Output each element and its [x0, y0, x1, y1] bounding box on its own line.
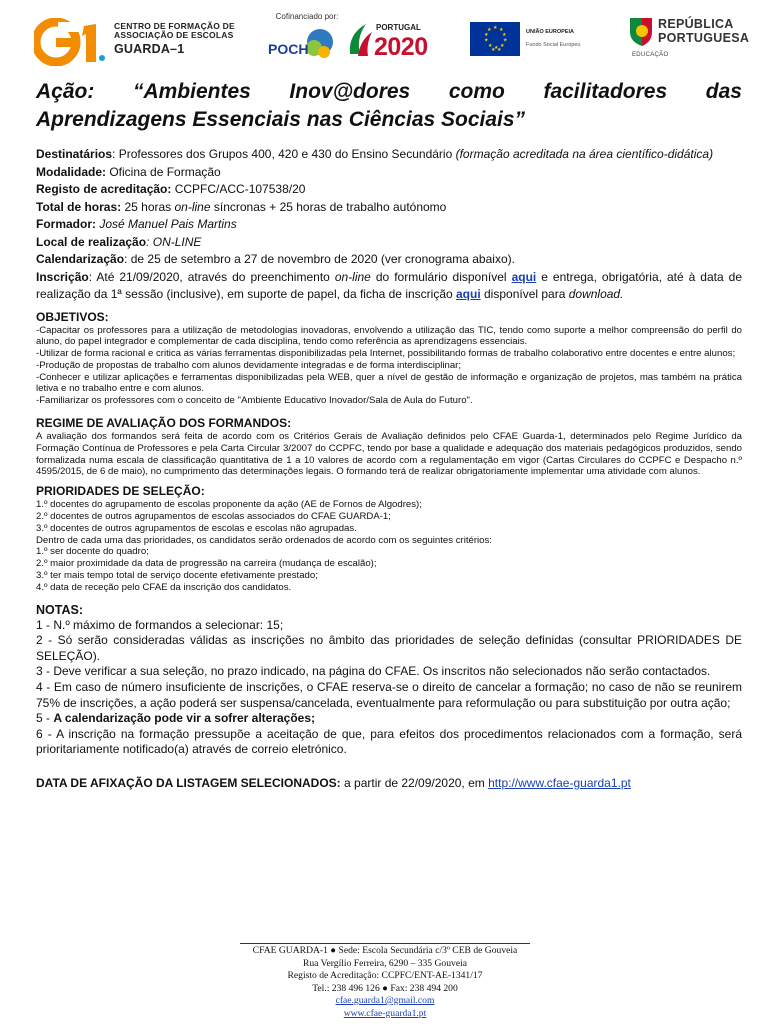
title-line1 [36, 78, 742, 106]
inscricao-field [36, 269, 742, 304]
objetivo-item: -Utilizar de forma racional e critica as várias ferramentas disponibilizadas pela Internet, possibilitando formas de trabalho colaborativo entre docentes e entre alunos; [36, 348, 736, 360]
footer-line: Registo de Acreditação: CCPFC/ENT-AE-1341/17 [287, 970, 483, 981]
prioridade-item: Dentro de cada uma das prioridades, os candidatos serão ordenados de acordo com os seguintes critérios: [36, 534, 492, 546]
calendarizacao-value: : de 25 de setembro a 27 de novembro de 2020 (ver cronograma abaixo). [124, 252, 515, 266]
nota-item: 4 - Em caso de número insuficiente de inscrições, o CFAE reserva-se o direito de cancelar a formação; no caso de não se reunirem 75% de inscrições, a ação poderá ser suspensa/cancelada, eventualmente para reformulação ou para substituição por outra ação; [36, 680, 742, 710]
objetivos-heading: OBJETIVOS: [36, 309, 109, 324]
nota-item: 1 - N.º máximo de formandos a selecionar: 15; [36, 617, 284, 632]
modalidade-value: Oficina de Formação [106, 164, 221, 179]
svg-text:★: ★ [503, 37, 508, 44]
poch-logo-text: POCH [268, 41, 309, 57]
local-value: : ON-LINE [146, 234, 202, 249]
republica-line2: PORTUGUESA [658, 31, 750, 45]
footer-divider [240, 943, 530, 944]
destinatarios-value: : Professores dos Grupos 400, 420 e 430 do Ensino Secundário [112, 147, 456, 161]
cfae-name-line1: CENTRO DE FORMAÇÃO DE [114, 21, 235, 31]
footer-line: Rua Vergílio Ferreira, 6290 – 335 Gouveia [302, 957, 468, 969]
horas-value-rest: síncronas + 25 horas de trabalho autónomo [210, 199, 447, 214]
eu-logo [470, 22, 590, 62]
page-title [36, 78, 742, 134]
portugal2020-swoosh-icon [346, 20, 374, 60]
title-line2: Aprendizagens Essenciais nas Ciências Sociais” [36, 108, 526, 131]
objetivo-item: -Familiarizar os professores com o conceito de "Ambiente Educativo Inovador/Sala de Aula do Futuro". [36, 395, 473, 407]
local-label: Local de realização [36, 234, 147, 249]
svg-text:★: ★ [494, 45, 499, 51]
title-word: “Ambientes [132, 80, 251, 103]
formador-value: José Manuel Pais Martins [96, 217, 237, 231]
afixacao-line [36, 775, 742, 793]
calendarizacao-field [36, 251, 742, 269]
formador-field [36, 216, 742, 234]
inscricao-text: disponível para [480, 287, 569, 301]
inscricao-label: Inscrição [36, 269, 89, 284]
destinatarios-note: (formação acreditada na área científico-didática) [455, 147, 714, 161]
cfae-name-line2: ASSOCIAÇÃO DE ESCOLAS [114, 30, 234, 40]
svg-text:★: ★ [499, 27, 504, 33]
title-word: das [705, 80, 742, 103]
title-word: como [448, 80, 505, 103]
prioridade-item: 1.º ser docente do quadro; [36, 546, 149, 558]
educacao-label: EDUCAÇÃO [632, 52, 669, 58]
regime-heading: REGIME DE AVALIAÇÃO DOS FORMANDOS: [36, 416, 292, 431]
horas-label: Total de horas: [36, 199, 122, 214]
title-word: facilitadores [543, 80, 668, 103]
svg-text:★: ★ [484, 32, 489, 38]
registo-value: CCPFC/ACC-107538/20 [171, 182, 306, 196]
prioridade-item: 3.º ter mais tempo total de serviço docente efetivamente prestado; [36, 570, 318, 582]
objetivos-list [36, 325, 742, 408]
local-field [36, 234, 742, 252]
svg-text:★: ★ [487, 27, 492, 33]
prioridade-item: 2.º docentes de outros agrupamentos de escolas associados do CFAE GUARDA-1; [36, 511, 391, 523]
horas-value: 25 horas [121, 199, 175, 214]
registo-label: Registo de acreditação: [36, 182, 172, 196]
destinatarios-field [36, 146, 742, 164]
svg-text:★: ★ [500, 43, 505, 49]
svg-text:★: ★ [488, 43, 493, 49]
eu-flag-icon [470, 22, 520, 56]
nota-number: 5 - [36, 711, 54, 726]
svg-text:★: ★ [502, 32, 507, 38]
prioridade-item: 1.º docentes do agrupamento de escolas proponente da ação (AE de Fornos de Algodres); [36, 499, 422, 511]
title-word: Inov@dores [289, 80, 411, 103]
objetivo-item: -Capacitar os professores para a utilização de metodologias inovadoras, envolvendo a utilização das TIC, tendo como suporte a melhor compreensão do perfil do aluno, do papel integrador e complementar de cada disciplina, tendo como referência as aprendizagens essenciais. [36, 324, 742, 348]
g1-logo-icon [34, 18, 110, 66]
svg-text:★: ★ [491, 47, 496, 53]
footer-line: CFAE GUARDA-1 ● Sede: Escola Secundária c/3º CEB de Gouveia [252, 945, 518, 956]
afixacao-label: DATA DE AFIXAÇÃO DA LISTAGEM SELECIONADOS: [36, 775, 341, 790]
republica-text [658, 17, 749, 45]
modalidade-label: Modalidade: [36, 164, 107, 179]
portugal2020-logo [346, 18, 456, 64]
horas-field [36, 199, 742, 217]
objetivo-item: -Conhecer e utilizar aplicações e ferramentas disponibilizadas pela WEB, quer a nível de gestão de informação e organização de projetos, mas também na prática letiva e no trabalho entre e com alunos. [36, 371, 742, 395]
notas-heading: NOTAS: [36, 602, 83, 617]
svg-text:★: ★ [484, 37, 489, 44]
prioridades-list [36, 499, 742, 593]
cfae-name [114, 22, 235, 57]
portugal-2020-text: 2020 [374, 33, 428, 61]
republica-portuguesa-logo [628, 14, 758, 64]
prioridade-item: 2.º maior proximidade da data de progressão na carreira (mudança de escalão); [36, 558, 377, 570]
modalidade-field [36, 164, 742, 182]
document-body [36, 78, 742, 792]
title-word: Ação: [36, 80, 95, 103]
ficha-inscricao-link[interactable]: aqui [456, 287, 481, 301]
republica-emblem-icon [628, 16, 654, 48]
nota-item [36, 711, 742, 727]
inscricao-text: e entrega, obrigatória, até à data de realização da 1ª sessão (inclusive), em suporte de papel, da ficha de inscrição [36, 269, 743, 301]
objetivo-item: -Produção de propostas de trabalho com alunos devidamente integradas e de forma interdisciplinar; [36, 359, 462, 371]
formador-label: Formador: [36, 217, 96, 231]
nota-item: 2 - Só serão consideradas válidas as inscrições no âmbito das prioridades de seleção definidas (consultar PRIORIDADES DE SELEÇÃO). [36, 633, 742, 663]
afixacao-text: a partir de 22/09/2020, em [340, 775, 489, 790]
header-logos [0, 0, 770, 75]
footer-website-link[interactable]: www.cfae-guarda1.pt [343, 1007, 427, 1019]
cfae-guarda1-logo [34, 18, 264, 66]
prioridades-heading: PRIORIDADES DE SELEÇÃO: [36, 484, 205, 499]
cfae-name-guarda1: GUARDA–1 [114, 42, 185, 56]
svg-text:★: ★ [493, 25, 498, 31]
cofinanciado-block [262, 12, 352, 72]
prioridade-item: 4.º data de receção pelo CFAE da inscrição dos candidatos. [36, 581, 292, 593]
registo-field [36, 181, 742, 199]
calendarizacao-label: Calendarização [36, 252, 125, 266]
horas-online: on-line [174, 199, 211, 214]
poch-logo-icon [266, 26, 336, 66]
inscricao-text: do formulário disponível [370, 269, 512, 284]
fse-label: Fundo Social Europeu [526, 42, 581, 48]
nota-item: 3 - Deve verificar a sua seleção, no prazo indicado, na página do CFAE. Os inscritos não selecionados não serão contactados. [36, 664, 711, 679]
page-footer [240, 943, 530, 1020]
destinatarios-label: Destinatários [36, 147, 113, 161]
cofinanciado-label: Cofinanciado por: [275, 12, 339, 21]
inscricao-text: : Até 21/09/2020, através do preenchimento [88, 269, 335, 284]
nota-item: 6 - A inscrição na formação pressupõe a aceitação de que, para efeitos dos procedimentos relacionados com a formação, será prioritariamente notificado(a) através de correio eletrónico. [36, 726, 742, 757]
nota-bold-text: A calendarização pode vir a sofrer alterações; [53, 711, 316, 726]
cfae-website-link[interactable]: http://www.cfae-guarda1.pt [488, 775, 631, 790]
svg-text:★: ★ [497, 47, 502, 53]
republica-line1: REPÚBLICA [658, 17, 734, 31]
eu-label: UNIÃO EUROPEIA [526, 29, 574, 35]
regime-text: A avaliação dos formandos será feita de acordo com os Critérios Gerais de Avaliação definidos pelo CFAE Guarda-1, determinados pelo Regime Jurídico da Formação Contínua de Professores e pela Carta Circular 3/2007 do CCPFC, tendo por base a qualidade e adequação dos materiais pedagógicos produzidos, sendo formalizada numa escala de classificação quantitativa de 1 a 10 valores de acordo com a regulamentação em vigor (Cartas Circulares do CCPFC e Despacho n.º 4595/2015, de 6 de maio), no cumprimento das determinações legais. O formando terá de realizar obrigatoriamente implementar uma atividade com alunos. [36, 431, 742, 478]
inscricao-online: on-line [334, 269, 371, 284]
footer-line: Tel.: 238 496 126 ● Fax: 238 494 200 [312, 982, 458, 994]
prioridade-item: 3.º docentes de outros agrupamentos de escolas e escolas não agrupadas. [36, 522, 357, 534]
portugal-label: PORTUGAL [376, 23, 421, 32]
footer-email-link[interactable]: cfae.guarda1@gmail.com [335, 995, 435, 1006]
inscricao-download: download. [568, 287, 624, 301]
formulario-link[interactable]: aqui [511, 269, 537, 284]
